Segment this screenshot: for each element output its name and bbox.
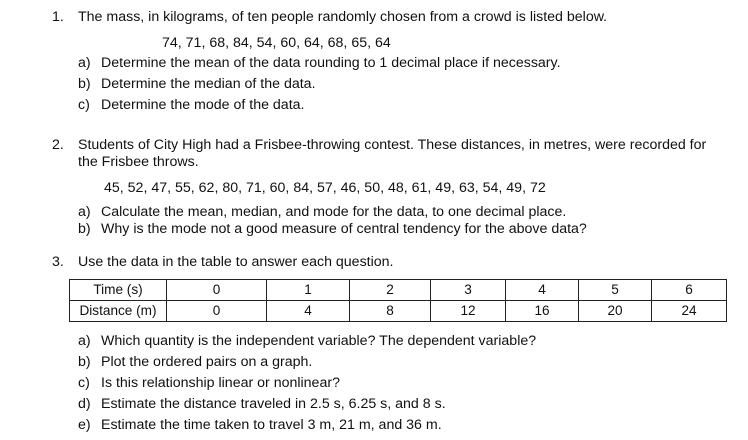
data-table: [69, 279, 727, 322]
part-text: Plot the ordered pairs on a graph.: [101, 354, 313, 370]
table-cell: 5: [579, 280, 652, 301]
part-letter: d): [78, 396, 91, 412]
table-row: [70, 280, 727, 301]
part-letter: a): [78, 204, 91, 220]
table-cell: 3: [431, 280, 506, 301]
part-letter: e): [78, 417, 91, 433]
part-text: Determine the median of the data.: [101, 76, 316, 92]
table-row: [70, 301, 727, 322]
question-number: 1.: [52, 9, 64, 25]
table-cell: 8: [350, 301, 431, 322]
table-cell: 24: [652, 301, 727, 322]
question-text: The mass, in kilograms, of ten people randomly chosen from a crowd is listed below.: [78, 9, 608, 25]
part-text: Calculate the mean, median, and mode for the data, to one decimal place.: [101, 204, 567, 220]
part-letter: b): [78, 221, 91, 237]
table-cell: 1: [267, 280, 350, 301]
table-cell: 0: [167, 301, 267, 322]
question-number: 2.: [52, 137, 64, 153]
part-letter: a): [78, 55, 91, 71]
question-text-line-1: Students of City High had a Frisbee-throwing contest. These distances, in metres, were recorded for: [78, 137, 707, 153]
part-letter: a): [78, 333, 91, 349]
question-text-line-2: the Frisbee throws.: [78, 154, 199, 170]
row-header: Distance (m): [70, 301, 167, 322]
row-header: Time (s): [70, 280, 167, 301]
part-text: Estimate the distance traveled in 2.5 s, 6.25 s, and 8 s.: [101, 396, 446, 412]
part-text: Why is the mode not a good measure of central tendency for the above data?: [101, 221, 587, 237]
part-letter: c): [78, 97, 90, 113]
table-cell: 4: [267, 301, 350, 322]
table-cell: 4: [506, 280, 579, 301]
table-cell: 6: [652, 280, 727, 301]
table-cell: 12: [431, 301, 506, 322]
part-letter: b): [78, 354, 91, 370]
table-cell: 0: [167, 280, 267, 301]
data-list: 45, 52, 47, 55, 62, 80, 71, 60, 84, 57, 46, 50, 48, 61, 49, 63, 54, 49, 72: [104, 180, 546, 196]
table-cell: 20: [579, 301, 652, 322]
question-text: Use the data in the table to answer each question.: [78, 254, 394, 270]
part-letter: b): [78, 76, 91, 92]
part-text: Determine the mean of the data rounding to 1 decimal place if necessary.: [101, 55, 561, 71]
table-cell: 2: [350, 280, 431, 301]
data-list: 74, 71, 68, 84, 54, 60, 64, 68, 65, 64: [162, 35, 391, 51]
part-letter: c): [78, 375, 90, 391]
part-text: Is this relationship linear or nonlinear?: [101, 375, 340, 391]
part-text: Which quantity is the independent variable? The dependent variable?: [101, 333, 537, 349]
table-cell: 16: [506, 301, 579, 322]
part-text: Determine the mode of the data.: [101, 97, 305, 113]
part-text: Estimate the time taken to travel 3 m, 21 m, and 36 m.: [101, 417, 442, 433]
question-number: 3.: [52, 254, 64, 270]
